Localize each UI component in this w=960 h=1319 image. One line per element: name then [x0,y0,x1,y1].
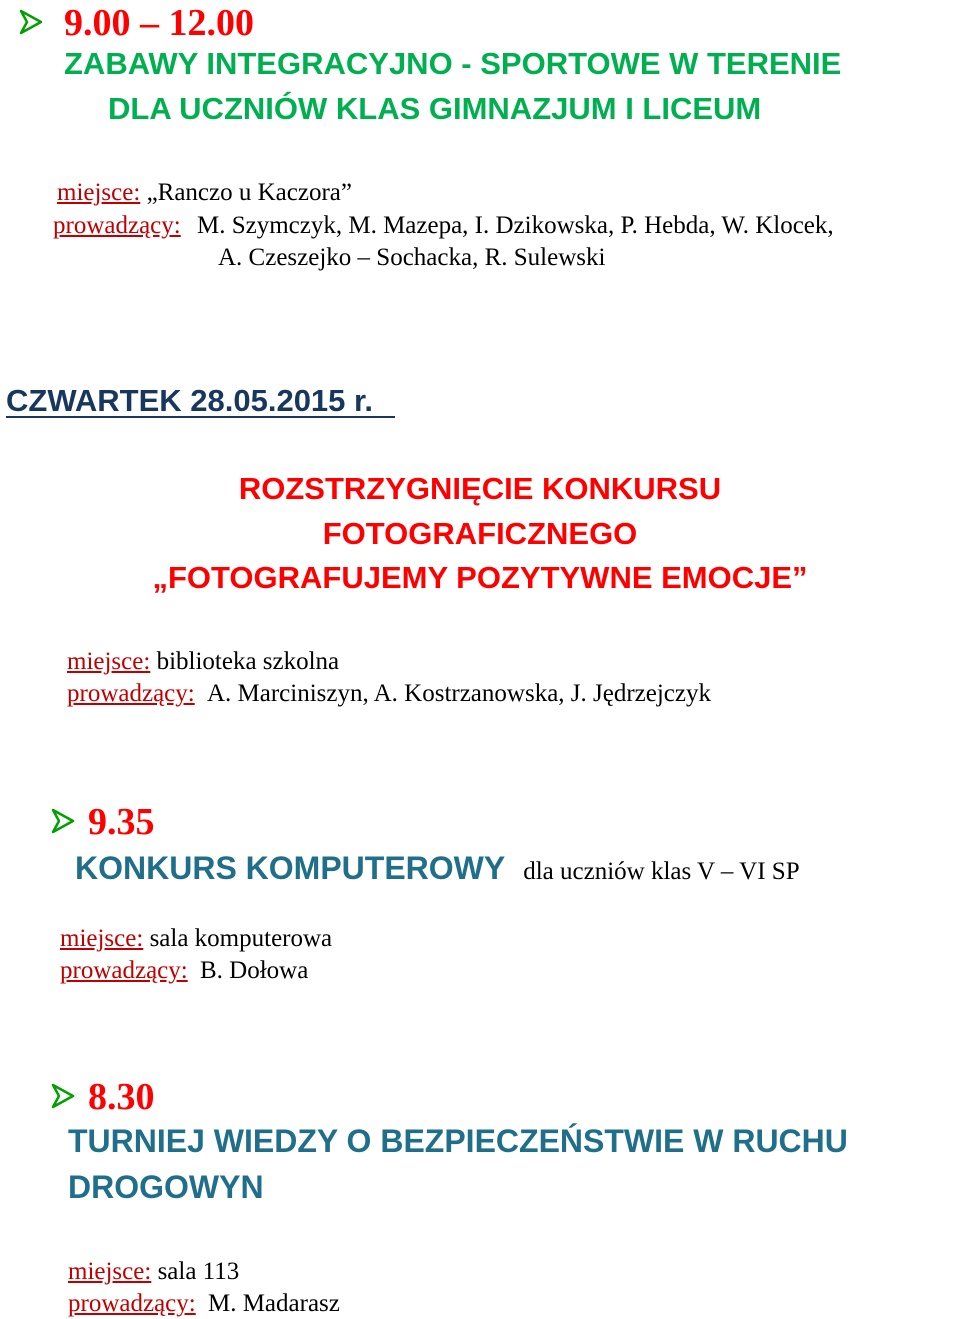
day-heading: CZWARTEK 28.05.2015 r. [6,385,395,418]
time-heading-3 [50,803,155,841]
place-row-3 [60,923,332,954]
event-title-4-line1: TURNIEJ WIEDZY O BEZPIECZEŃSTWIE W RUCHU [68,1123,848,1159]
leaders-value: B. Dołowa [199,957,309,984]
leaders-value: M. Szymczyk, M. Mazepa, I. Dzikowska, P. Hebda, W. Klocek, [196,212,834,239]
place-value: sala komputerowa [149,925,333,952]
time-3: 9.35 [88,801,155,843]
event-title-3-row [75,852,800,887]
event-title-2-line3: „FOTOGRAFUJEMY POZYTYWNE EMOCJE” [152,560,808,595]
arrow-bullet-icon [18,9,44,35]
leaders-value: M. Madarasz [207,1290,340,1317]
leaders-label: prowadzący: [53,212,181,239]
place-label: miejsce: [67,648,151,675]
event-title-4-line2: DROGOWYN [68,1169,264,1205]
time-heading-4 [50,1078,155,1116]
place-value: „Ranczo u Kaczora” [146,179,352,206]
time-4: 8.30 [88,1076,155,1118]
leaders-label: prowadzący: [67,680,195,707]
event-title-1-line1: ZABAWY INTEGRACYJNO - SPORTOWE W TERENIE [64,46,842,81]
place-label: miejsce: [68,1258,152,1285]
leaders-value-line2: A. Czeszejko – Sochacka, R. Sulewski [218,244,606,271]
leaders-row-4 [68,1288,340,1319]
event-title-1-line2: DLA UCZNIÓW KLAS GIMNAZJUM I LICEUM [108,91,762,126]
place-value: sala 113 [157,1258,240,1285]
event-title-2-line1: ROZSTRZYGNIĘCIE KONKURSU [238,471,722,506]
place-value: biblioteka szkolna [156,648,340,675]
arrow-bullet-icon [50,808,76,834]
leaders-label: prowadzący: [68,1290,196,1317]
place-row-4 [68,1256,239,1287]
place-label: miejsce: [57,179,141,206]
arrow-bullet-icon [50,1083,76,1109]
leaders-label: prowadzący: [60,957,188,984]
leaders-row-3 [60,955,308,986]
event-subtitle-3: dla uczniów klas V – VI SP [523,858,800,885]
place-row-1 [57,177,352,208]
leaders-row-2 [67,678,711,709]
event-title-3: KONKURS KOMPUTEROWY [75,850,506,886]
place-label: miejsce: [60,925,144,952]
leaders-row-1 [53,210,834,241]
event-title-2-line2: FOTOGRAFICZNEGO [322,516,638,551]
leaders-value: A. Marciniszyn, A. Kostrzanowska, J. Jędrzejczyk [206,680,711,707]
place-row-2 [67,646,339,677]
time-1: 9.00 – 12.00 [64,2,254,44]
time-heading-1 [18,4,254,42]
